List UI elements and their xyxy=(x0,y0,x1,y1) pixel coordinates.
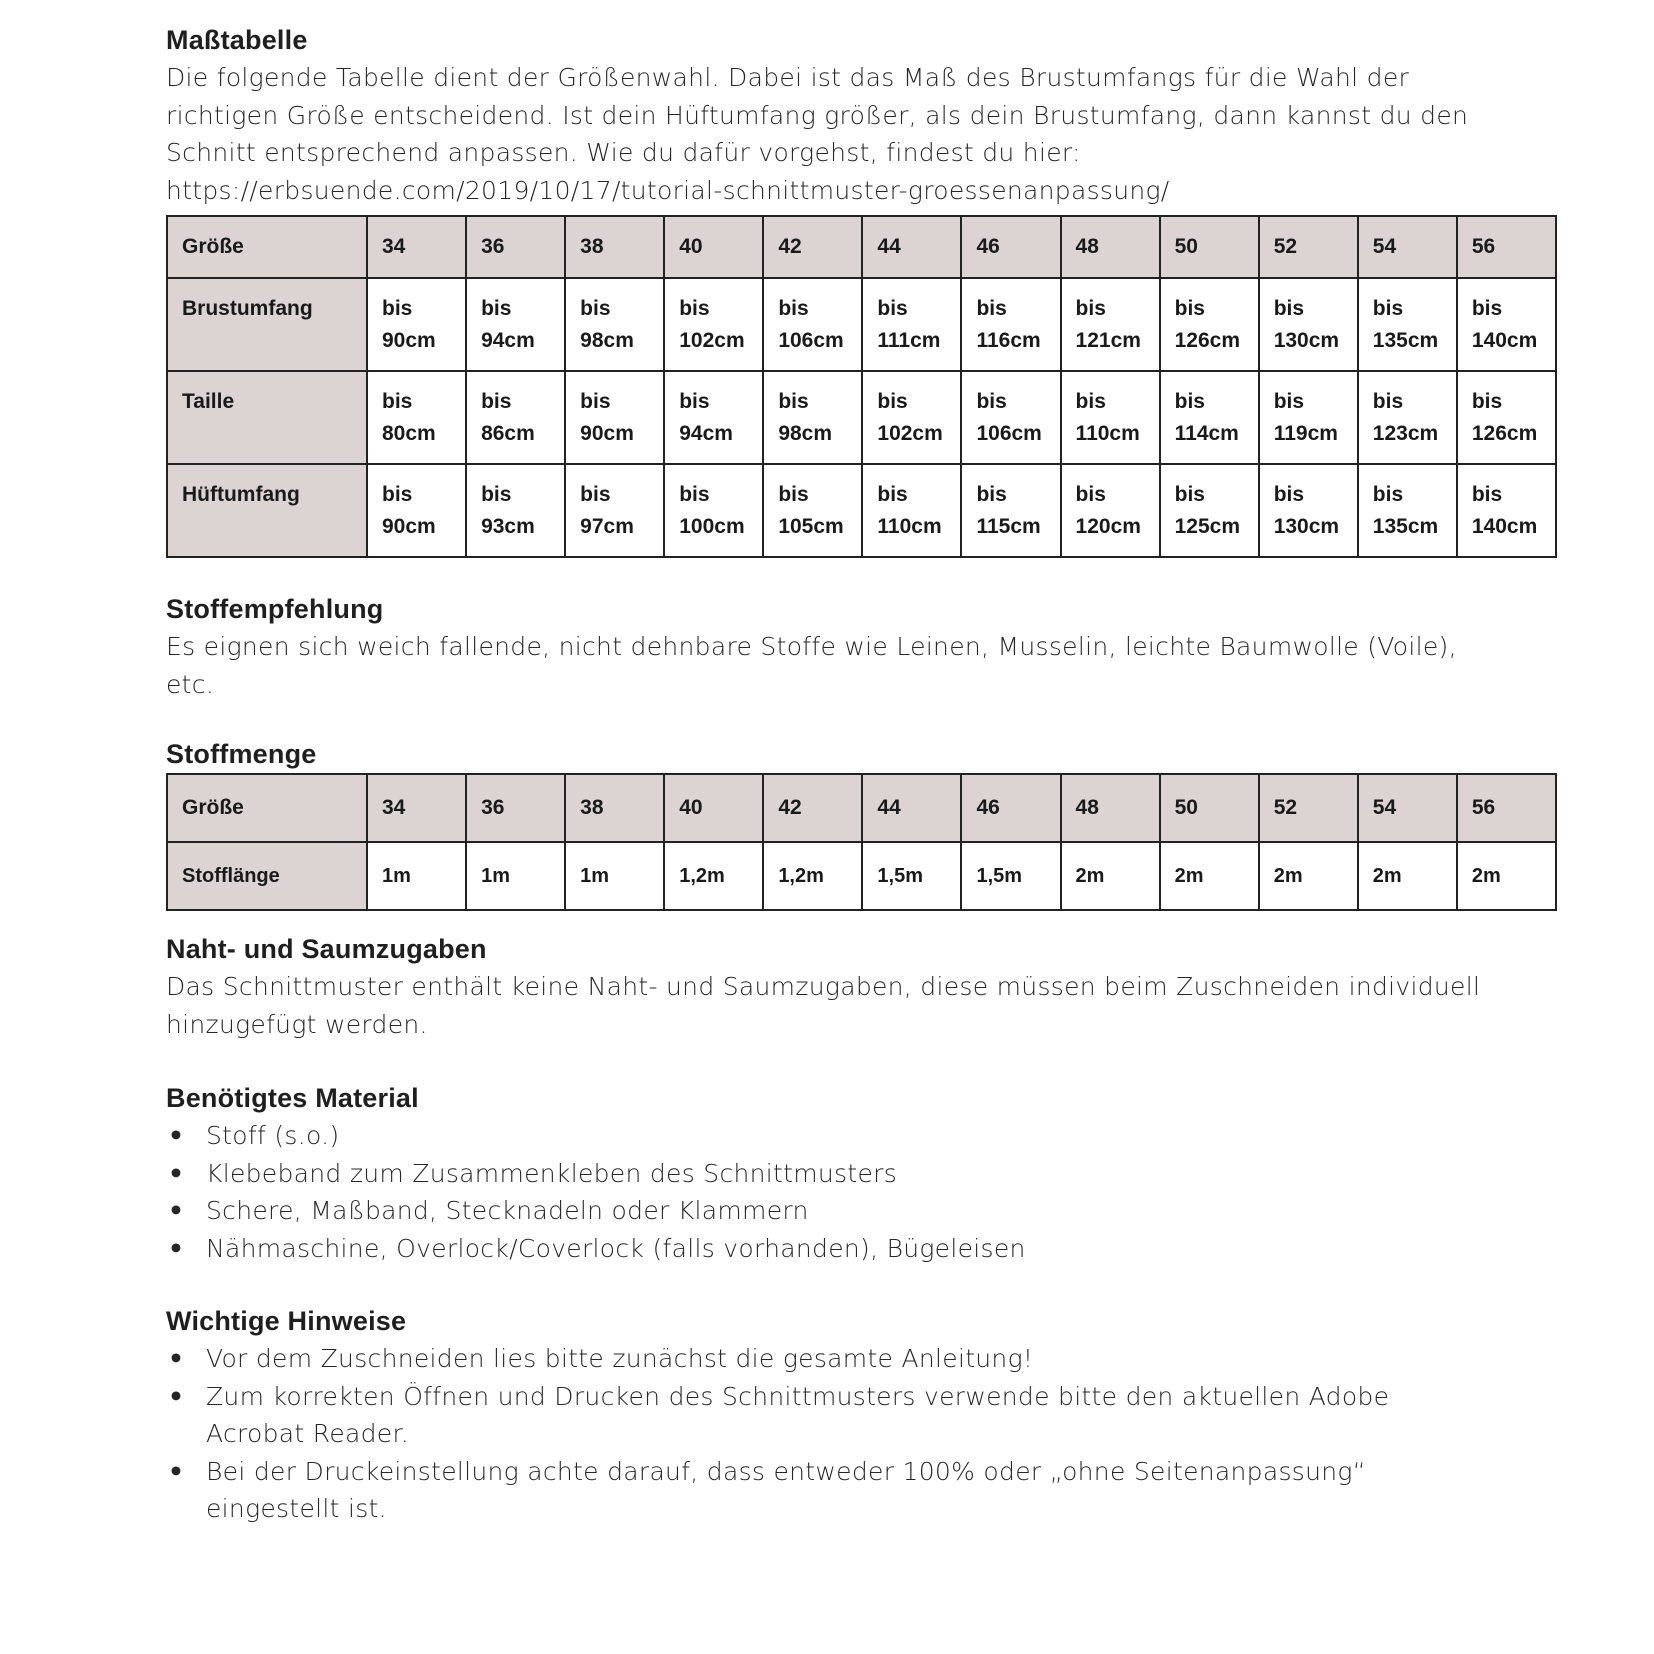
fabric-length-cell: 2m xyxy=(1457,842,1556,910)
size-header-cell: 38 xyxy=(565,216,664,278)
hinweis-item xyxy=(166,1378,1556,1453)
size-table-cell xyxy=(1259,371,1358,464)
size-table-cell xyxy=(1259,464,1358,557)
cell-value: 90cm xyxy=(382,515,436,538)
material-item: • Nähmaschine, Overlock/Coverlock (falls vorhanden), Bügeleisen xyxy=(166,1230,1556,1268)
cell-prefix: bis xyxy=(1471,297,1503,320)
cell-prefix: bis xyxy=(580,297,611,320)
fabric-size-header-cell: 34 xyxy=(367,774,466,842)
tutorial-link[interactable]: https://erbsuende.com/2019/10/17/tutorial-schnittmuster-groessenanpassung/ xyxy=(166,175,1170,205)
size-table-cell xyxy=(763,464,862,557)
stoffempfehlung-line-1: Es eignen sich weich fallende, nicht dehnbare Stoffe wie Leinen, Musselin, leichte Baumwolle (Voile), xyxy=(166,632,1457,661)
size-table-cell xyxy=(1358,464,1457,557)
size-table-header-row xyxy=(167,216,1556,278)
heading-stoffmenge: Stoffmenge xyxy=(166,739,317,769)
cell-value: 110cm xyxy=(877,515,942,538)
size-header-cell: 44 xyxy=(862,216,961,278)
cell-value: 102cm xyxy=(877,422,943,445)
size-table-cell xyxy=(961,278,1060,371)
material-list xyxy=(166,1117,1556,1267)
fabric-length-cell: 2m xyxy=(1358,842,1457,910)
fabric-size-header-cell: 52 xyxy=(1259,774,1358,842)
size-table-cell xyxy=(664,464,763,557)
document-page xyxy=(166,22,1556,1528)
fabric-length-cell: 2m xyxy=(1160,842,1259,910)
size-table-cell xyxy=(1160,371,1259,464)
fabric-size-header-cell: 40 xyxy=(664,774,763,842)
size-table-row-label: Taille xyxy=(167,371,367,464)
size-table xyxy=(166,215,1557,558)
size-table-cell xyxy=(565,371,664,464)
cell-value: 110cm xyxy=(1075,422,1140,445)
cell-value: 106cm xyxy=(778,329,844,352)
fabric-table-header-label: Größe xyxy=(167,774,367,842)
stoffempfehlung-line-2: etc. xyxy=(166,669,215,699)
cell-prefix: bis xyxy=(1372,390,1404,413)
fabric-size-header-cell: 42 xyxy=(763,774,862,842)
cell-prefix: bis xyxy=(1174,483,1205,506)
cell-value: 140cm xyxy=(1471,515,1538,538)
heading-material: Benötigtes Material xyxy=(166,1083,419,1113)
hinweis-item xyxy=(166,1340,1556,1378)
cell-prefix: bis xyxy=(1372,297,1404,320)
cell-value: 126cm xyxy=(1174,329,1241,352)
cell-prefix: bis xyxy=(976,297,1007,320)
heading-masstabelle: Maßtabelle xyxy=(166,25,308,55)
fabric-size-header-cell: 36 xyxy=(466,774,565,842)
size-table-cell xyxy=(763,371,862,464)
size-header-cell: 40 xyxy=(664,216,763,278)
size-header-cell: 48 xyxy=(1061,216,1160,278)
material-item: • Stoff (s.o.) xyxy=(166,1117,1556,1155)
nahtzugaben-line-2: hinzugefügt werden. xyxy=(166,1009,428,1039)
cell-value: 111cm xyxy=(877,329,941,352)
cell-prefix: bis xyxy=(1174,297,1205,320)
fabric-table xyxy=(166,773,1557,911)
size-table-row-label: Brustumfang xyxy=(167,278,367,371)
cell-prefix: bis xyxy=(1273,483,1305,506)
cell-value: 97cm xyxy=(580,515,634,538)
cell-value: 114cm xyxy=(1174,422,1239,445)
cell-prefix: bis xyxy=(1471,390,1503,413)
cell-value: 125cm xyxy=(1174,515,1241,538)
hinweis-line: Acrobat Reader. xyxy=(206,1419,409,1448)
hinweis-line: Vor dem Zuschneiden lies bitte zunächst die gesamte Anleitung! xyxy=(206,1344,1034,1373)
cell-prefix: bis xyxy=(481,297,512,320)
cell-prefix: bis xyxy=(778,297,809,320)
cell-prefix: bis xyxy=(679,297,710,320)
size-table-cell xyxy=(961,371,1060,464)
fabric-length-cell: 1,2m xyxy=(763,842,862,910)
cell-value: 90cm xyxy=(382,329,436,352)
size-table-cell xyxy=(1061,371,1160,464)
cell-prefix: bis xyxy=(382,390,413,413)
cell-value: 135cm xyxy=(1372,515,1439,538)
size-header-cell: 56 xyxy=(1457,216,1556,278)
fabric-length-cell: 1m xyxy=(466,842,565,910)
fabric-size-header-cell: 56 xyxy=(1457,774,1556,842)
fabric-size-header-cell: 44 xyxy=(862,774,961,842)
cell-prefix: bis xyxy=(778,390,809,413)
size-table-row xyxy=(167,464,1556,557)
fabric-size-header-cell: 46 xyxy=(961,774,1060,842)
size-table-cell xyxy=(367,278,466,371)
size-table-cell xyxy=(1457,278,1556,371)
intro-line-3: Schnitt entsprechend anpassen. Wie du dafür vorgehst, findest du hier: xyxy=(166,138,1081,167)
cell-value: 119cm xyxy=(1273,422,1338,445)
heading-nahtzugaben: Naht- und Saumzugaben xyxy=(166,934,487,964)
cell-value: 102cm xyxy=(679,329,745,352)
cell-prefix: bis xyxy=(877,297,908,320)
cell-value: 123cm xyxy=(1372,422,1439,445)
cell-prefix: bis xyxy=(1273,297,1305,320)
cell-prefix: bis xyxy=(1372,483,1404,506)
cell-prefix: bis xyxy=(778,483,809,506)
intro-line-1: Die folgende Tabelle dient der Größenwahl. Dabei ist das Maß des Brustumfangs für die Wahl der xyxy=(166,63,1410,92)
cell-value: 98cm xyxy=(580,329,634,352)
cell-prefix: bis xyxy=(976,390,1007,413)
size-table-cell xyxy=(466,278,565,371)
size-table-cell xyxy=(862,278,961,371)
cell-prefix: bis xyxy=(1174,390,1205,413)
size-header-cell: 54 xyxy=(1358,216,1457,278)
hinweis-line: Bei der Druckeinstellung achte darauf, dass entweder 100% oder „ohne Seitenanpassung“ xyxy=(206,1456,1366,1486)
cell-prefix: bis xyxy=(976,483,1007,506)
size-table-cell xyxy=(763,278,862,371)
cell-prefix: bis xyxy=(1075,483,1106,506)
cell-value: 115cm xyxy=(976,515,1041,538)
cell-prefix: bis xyxy=(1075,390,1106,413)
cell-value: 94cm xyxy=(679,422,733,445)
size-table-cell xyxy=(466,464,565,557)
size-table-cell xyxy=(1160,278,1259,371)
size-table-cell xyxy=(862,464,961,557)
cell-prefix: bis xyxy=(580,483,611,506)
nahtzugaben-line-1: Das Schnittmuster enthält keine Naht- und Saumzugaben, diese müssen beim Zuschneiden individuell xyxy=(166,972,1481,1001)
size-table-cell xyxy=(664,371,763,464)
size-header-cell: 42 xyxy=(763,216,862,278)
fabric-table-row-label: Stofflänge xyxy=(167,842,367,910)
size-table-cell xyxy=(565,464,664,557)
fabric-length-cell: 1m xyxy=(565,842,664,910)
cell-prefix: bis xyxy=(1075,297,1106,320)
material-item: • Klebeband zum Zusammenkleben des Schnittmusters xyxy=(166,1155,1556,1193)
intro-line-2: richtigen Größe entscheidend. Ist dein Hüftumfang größer, als dein Brustumfang, dann kannst du den xyxy=(166,100,1469,130)
size-table-row xyxy=(167,371,1556,464)
cell-prefix: bis xyxy=(1471,483,1503,506)
cell-value: 116cm xyxy=(976,329,1041,352)
hinweise-list xyxy=(166,1340,1556,1528)
size-table-cell xyxy=(1061,464,1160,557)
hinweis-item xyxy=(166,1453,1556,1528)
cell-value: 100cm xyxy=(679,515,745,538)
fabric-length-cell: 2m xyxy=(1259,842,1358,910)
cell-prefix: bis xyxy=(679,483,710,506)
size-header-cell: 46 xyxy=(961,216,1060,278)
cell-prefix: bis xyxy=(679,390,710,413)
hinweis-line: eingestellt ist. xyxy=(206,1494,387,1523)
size-table-cell xyxy=(1259,278,1358,371)
cell-prefix: bis xyxy=(382,483,413,506)
size-table-cell xyxy=(1457,464,1556,557)
cell-value: 105cm xyxy=(778,515,844,538)
size-table-cell xyxy=(367,464,466,557)
cell-prefix: bis xyxy=(877,390,908,413)
cell-value: 140cm xyxy=(1471,329,1538,352)
size-table-cell xyxy=(466,371,565,464)
fabric-size-header-cell: 48 xyxy=(1061,774,1160,842)
cell-prefix: bis xyxy=(1273,390,1305,413)
heading-hinweise: Wichtige Hinweise xyxy=(166,1306,407,1336)
cell-value: 98cm xyxy=(778,422,833,445)
hinweis-line: Zum korrekten Öffnen und Drucken des Schnittmusters verwende bitte den aktuellen Adobe xyxy=(206,1381,1390,1411)
size-table-cell xyxy=(1160,464,1259,557)
fabric-length-cell: 1,5m xyxy=(862,842,961,910)
size-table-cell xyxy=(1457,371,1556,464)
fabric-length-cell: 1,2m xyxy=(664,842,763,910)
cell-value: 121cm xyxy=(1075,329,1141,352)
cell-value: 120cm xyxy=(1075,515,1141,538)
fabric-length-cell: 2m xyxy=(1061,842,1160,910)
cell-value: 130cm xyxy=(1273,515,1340,538)
fabric-length-cell: 1,5m xyxy=(961,842,1060,910)
cell-value: 80cm xyxy=(382,422,436,445)
fabric-size-header-cell: 54 xyxy=(1358,774,1457,842)
material-item: • Schere, Maßband, Stecknadeln oder Klammern xyxy=(166,1192,1556,1230)
size-table-cell xyxy=(565,278,664,371)
fabric-size-header-cell: 38 xyxy=(565,774,664,842)
cell-value: 93cm xyxy=(481,515,535,538)
cell-prefix: bis xyxy=(481,483,512,506)
fabric-table-header-row xyxy=(167,774,1556,842)
fabric-size-header-cell: 50 xyxy=(1160,774,1259,842)
cell-value: 130cm xyxy=(1273,329,1340,352)
size-table-cell xyxy=(367,371,466,464)
cell-value: 135cm xyxy=(1372,329,1439,352)
cell-value: 126cm xyxy=(1471,422,1538,445)
size-table-cell xyxy=(961,464,1060,557)
size-table-cell xyxy=(664,278,763,371)
fabric-length-cell: 1m xyxy=(367,842,466,910)
cell-value: 90cm xyxy=(580,422,634,445)
fabric-table-length-row xyxy=(167,842,1556,910)
cell-prefix: bis xyxy=(877,483,908,506)
size-table-row xyxy=(167,278,1556,371)
size-table-cell xyxy=(1358,278,1457,371)
size-table-cell xyxy=(1061,278,1160,371)
size-table-header-label: Größe xyxy=(167,216,367,278)
size-header-cell: 52 xyxy=(1259,216,1358,278)
cell-prefix: bis xyxy=(481,390,512,413)
size-table-cell xyxy=(1358,371,1457,464)
size-header-cell: 36 xyxy=(466,216,565,278)
size-header-cell: 50 xyxy=(1160,216,1259,278)
size-header-cell: 34 xyxy=(367,216,466,278)
heading-stoffempfehlung: Stoffempfehlung xyxy=(166,594,384,624)
cell-value: 86cm xyxy=(481,422,535,445)
cell-prefix: bis xyxy=(382,297,413,320)
size-table-cell xyxy=(862,371,961,464)
cell-value: 94cm xyxy=(481,329,535,352)
size-table-row-label: Hüftumfang xyxy=(167,464,367,557)
cell-prefix: bis xyxy=(580,390,611,413)
cell-value: 106cm xyxy=(976,422,1042,445)
